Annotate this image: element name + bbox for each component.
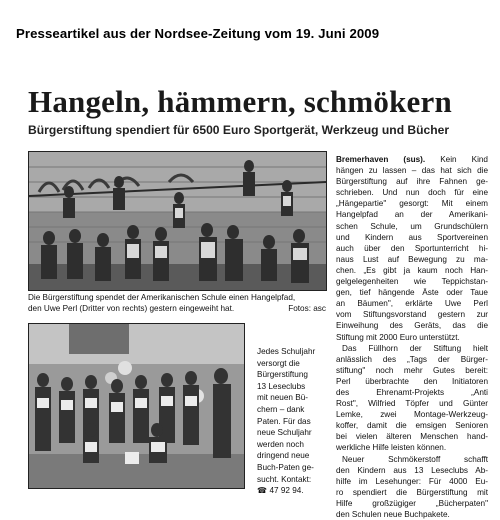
article-line	[336, 154, 488, 165]
article-line: Bürgerstiftung auf ihre Fahnen ge-	[336, 177, 488, 187]
article-line: schen Schule, um Grundschülern	[336, 221, 488, 231]
infobox-line: sucht. Kontakt:	[257, 474, 312, 484]
subheadline: Bürgerstiftung spendiert für 6500 Euro Sportgerät, Werkzeug und Bücher	[28, 123, 450, 137]
infobox-line: Bürgerstiftung	[257, 370, 308, 380]
infobox-contact-phone: ☎ 47 92 94.	[257, 486, 304, 496]
photo-hangelpfad-image	[29, 152, 326, 290]
photo-leseclubs-image	[29, 324, 244, 488]
article-line: auch über den Sportunterricht hi-	[336, 243, 488, 253]
infobox-line: chern – dank	[257, 404, 305, 414]
article-line: anlässlich des „Tags der Bürger-	[336, 354, 488, 364]
article-line: ro spendiert die Bürgerstiftung mit	[336, 487, 488, 497]
infobox-line: dringend neue	[257, 451, 310, 461]
article-line: und Kindern aus Sportvereinen	[336, 232, 488, 242]
article-line: bei vielen älteren Menschen hand-	[336, 432, 488, 442]
article-line: werkliche Hilfe leisten können.	[336, 443, 447, 453]
article-line: Neuer Schmökerstoff schafft	[342, 454, 488, 464]
article-line: Rost", Wilfried Töpfer und Günter	[336, 399, 488, 409]
article-line: chen. „Es gibt ja kaum noch Han-	[336, 265, 488, 275]
article-line: schrieben. Und nun doch für eine	[336, 188, 488, 198]
caption-line-1: Die Bürgerstiftung spendet der Amerikanischen Schule einen Hangelpfad,	[28, 293, 296, 302]
infobox-line: Buch-Paten ge-	[257, 462, 314, 472]
article-line: gelgelegenheiten wie Teppichstan-	[336, 277, 488, 287]
article-line: „Hängepartie" gesorgt: Mit einem	[336, 199, 488, 209]
press-header: Presseartikel aus der Nordsee-Zeitung vom 19. Juni 2009	[16, 26, 380, 41]
photo-hangelpfad	[28, 151, 327, 291]
article-line: an Bäumen", erklärte Uwe Perl	[336, 299, 488, 309]
article-line: Perl überbrachte den Initiatoren	[336, 376, 488, 386]
article-line: vom Stiftungsvorstand gestern zur	[336, 310, 488, 320]
infobox-line: versorgt die	[257, 358, 300, 368]
article-line: hängen zu lassen – das hat sich die	[336, 166, 488, 176]
article-line: Stiftung mit 2000 Euro unterstützt.	[336, 332, 460, 342]
caption-line-2-text: den Uwe Perl (Dritter von rechts) gestern eingeweiht hat.	[28, 304, 235, 313]
article-line: Das Füllhorn der Stiftung hielt	[342, 343, 488, 353]
article-line: hilfe im Lesehunger: Für 4000 Eu-	[336, 476, 488, 486]
article-line: Lemke, zwei Montage-Werkzeug-	[336, 410, 488, 420]
photo-leseclubs	[28, 323, 245, 489]
infobox-line: 13 Leseclubs	[257, 381, 306, 391]
infobox-line: neue Schuljahr	[257, 428, 312, 438]
caption-line-2	[28, 303, 328, 314]
article-line: Hangelpfad an der Amerikani-	[336, 210, 488, 220]
article-line: gen, tief hängende Äste oder Taue	[336, 288, 488, 298]
article-line: Einweihung des Geräts, das die	[336, 321, 488, 331]
infobox-line: Paten. Für das	[257, 416, 311, 426]
article-line: des Ehrenamt-Projekts „Anti	[336, 387, 488, 397]
article-line: naus Lust auf Bewegung zu ma-	[336, 254, 488, 264]
photo1-caption	[28, 292, 328, 314]
article-line: stiftung" noch mehr Gutes bereit:	[336, 365, 488, 375]
article-line: den Schulen neue Buchpakete.	[336, 510, 450, 519]
article-line-first: Kein Kind	[425, 155, 488, 164]
article-dateline: Bremerhaven (sus).	[336, 155, 426, 164]
infobox-line: werden noch	[257, 439, 304, 449]
article-line: den Kindern aus 13 Leseclubs Ab-	[336, 465, 488, 475]
headline: Hangeln, hämmern, schmökern	[28, 84, 452, 119]
leseclub-infobox	[257, 346, 329, 497]
article-line: Hilfe großzügiger „Bücherpaten"	[336, 498, 488, 508]
infobox-line: mit neuen Bü-	[257, 393, 308, 403]
photo-credit: Fotos: asc	[288, 304, 326, 313]
infobox-line: Jedes Schuljahr	[257, 347, 316, 356]
article-body	[336, 154, 488, 520]
article-line: koffer, damit die emsigen Senioren	[336, 421, 488, 431]
